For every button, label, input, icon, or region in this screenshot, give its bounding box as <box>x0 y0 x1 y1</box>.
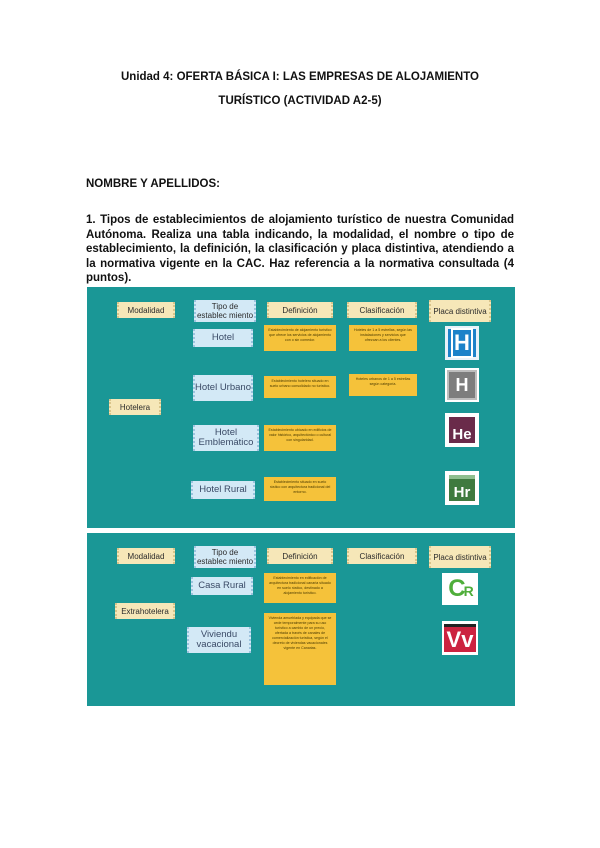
hotel-emblematico-sign-icon: He <box>445 413 479 447</box>
modalidad-extrahotelera: Extrahotelera <box>115 603 175 619</box>
extrahotelera-table-panel <box>87 533 515 706</box>
definicion-casa-rural: Establecimiento en edificación de arquitectura tradicional canaria situado en suelo rústico, destinado a alojamiento turístico. <box>264 573 336 603</box>
definicion-hotel-emblematico: Establecimiento ubicado en edificios de valor histórico, arquitectónico o cultural con singularidad. <box>264 425 336 451</box>
header-clasificacion: Clasificación <box>347 302 417 318</box>
definicion-vivienda-vacacional: Vivienda amueblada y equipada que se cede temporalmente para su uso turístico a cambio de un precio, ofertada a través de canales de comercialización turística, según el decreto de viviendas vacacionales vigente en Canarias. <box>264 613 336 685</box>
question-text: 1. Tipos de establecimientos de alojamiento turístico de nuestra Comunidad Autónoma. Realiza una tabla indicando, la modalidad, el nombre o tipo de establecimiento, la definición, la clasificación y placa distintiva, atendiendo a la normativa vigente en la CAC. Haz referencia a la normativa consultada (4 puntos). <box>86 214 514 284</box>
header-placa: Placa distintiva <box>429 300 491 322</box>
tipo-hotel: Hotel <box>193 329 253 347</box>
hotel-urbano-sign-icon: H <box>445 368 479 402</box>
vivienda-vacacional-sign-icon: Vv <box>442 621 478 655</box>
document-title-line2: TURÍSTICO (ACTIVIDAD A2-5) <box>218 95 382 107</box>
hotelera-table-panel <box>87 287 515 528</box>
clasificacion-hotel-urbano: Hoteles urbanos de 1 a 5 estrellas según categoría. <box>349 374 417 396</box>
header-placa: Placa distintiva <box>429 546 491 568</box>
tipo-casa-rural: Casa Rural <box>191 577 253 595</box>
tipo-hotel-rural: Hotel Rural <box>191 481 255 499</box>
tipo-vivienda-vacacional: Viviendu vacacional <box>187 627 251 653</box>
clasificacion-hotel: Hoteles de 1 a 5 estrellas, según las instalaciones y servicios que ofrezcan a los clientes. <box>349 325 417 351</box>
header-definicion: Definición <box>267 302 333 318</box>
tipo-hotel-urbano: Hotel Urbano <box>193 375 253 401</box>
tipo-hotel-emblematico: Hotel Emblemático <box>193 425 259 451</box>
header-tipo: Tipo de establec miento <box>194 300 256 322</box>
hotel-h-sign-icon: H <box>445 326 479 360</box>
hotel-rural-sign-icon: Hr <box>445 471 479 505</box>
header-tipo: Tipo de establec miento <box>194 546 256 568</box>
document-title-line1: Unidad 4: OFERTA BÁSICA I: LAS EMPRESAS DE ALOJAMIENTO <box>120 71 479 83</box>
header-clasificacion: Clasificación <box>347 548 417 564</box>
header-modalidad: Modalidad <box>117 548 175 564</box>
header-definicion: Definición <box>267 548 333 564</box>
name-label: NOMBRE Y APELLIDOS: <box>86 178 220 190</box>
modalidad-hotelera: Hotelera <box>109 399 161 415</box>
definicion-hotel-urbano: Establecimiento hotelero situado en suelo urbano consolidado no turístico. <box>264 376 336 398</box>
casa-rural-sign-icon: C R <box>442 573 478 605</box>
definicion-hotel-rural: Establecimiento situado en suelo rústico con arquitectura tradicional del entorno. <box>264 477 336 501</box>
header-modalidad: Modalidad <box>117 302 175 318</box>
definicion-hotel: Establecimiento de alojamiento turístico que ofrece los servicios de alojamiento con o sin comedor. <box>264 325 336 351</box>
